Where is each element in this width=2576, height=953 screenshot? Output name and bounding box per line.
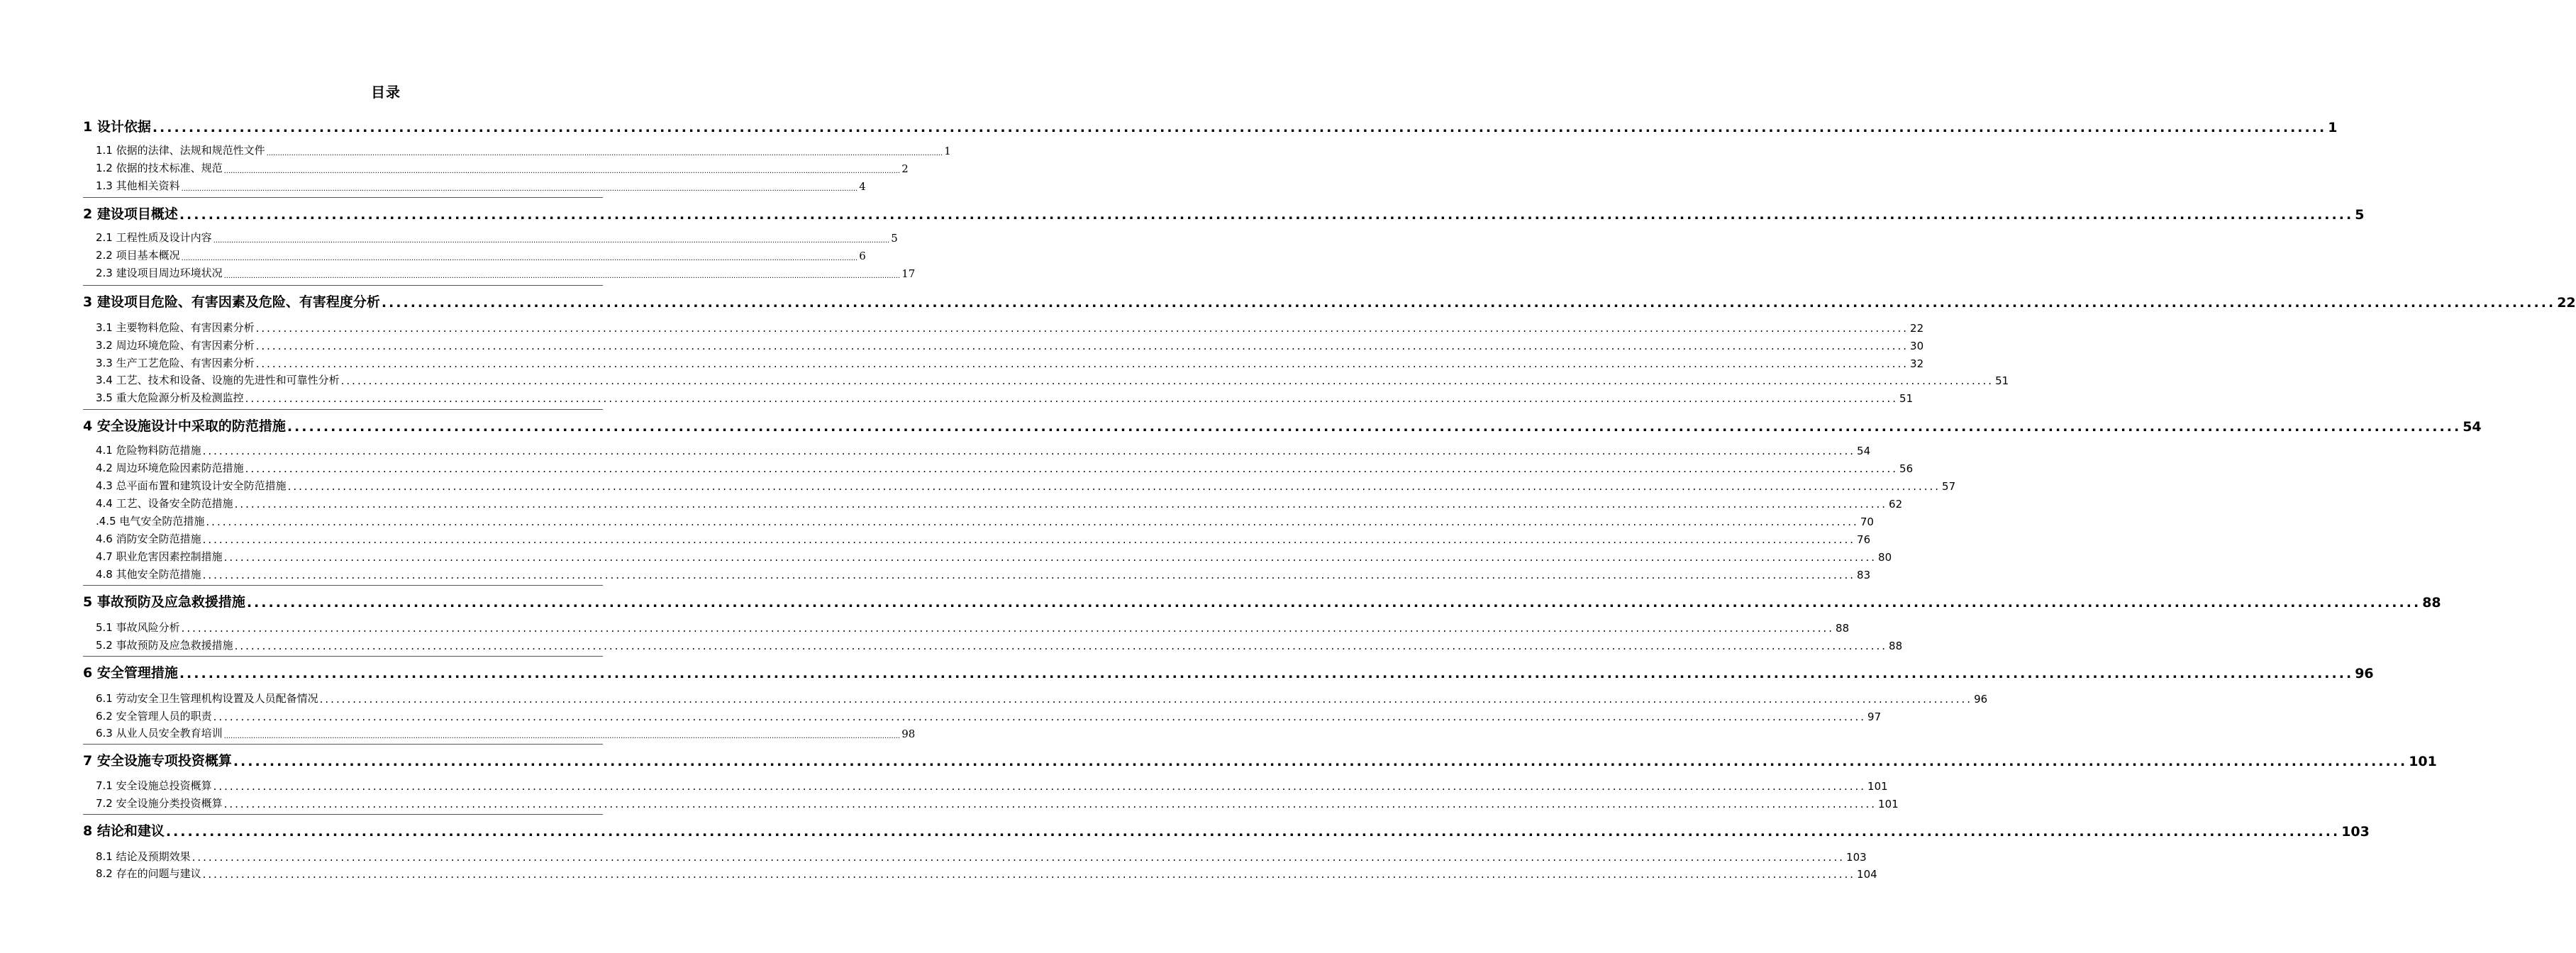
toc-entry-label: 2.1 工程性质及设计内容 xyxy=(96,231,212,244)
toc-entry-page-number: 62 xyxy=(1889,498,1903,511)
section-divider xyxy=(83,656,603,657)
toc-entry-page-number: 96 xyxy=(2355,666,2374,681)
toc-entry-page-number: 83 xyxy=(1857,569,1871,581)
section-divider xyxy=(83,814,603,815)
toc-leader-dots: ............................................................................................................................................................................................................................................................................................................ xyxy=(181,622,1835,635)
toc-section-entry[interactable] xyxy=(96,496,1903,511)
toc-leader-dots: ............................................................................................................................................................................................................................................................................................................ xyxy=(223,732,901,740)
toc-section-entry[interactable] xyxy=(96,620,1850,635)
toc-entry-label: 5.1 事故风险分析 xyxy=(96,621,180,634)
toc-leader-dots: ............................................................................................................................................................................................................................................................................................................ xyxy=(179,207,2354,223)
toc-section-entry[interactable] xyxy=(96,179,866,193)
toc-section-entry[interactable] xyxy=(96,479,1956,493)
toc-leader-dots: ............................................................................................................................................................................................................................................................................................................ xyxy=(234,498,1888,511)
toc-chapter-entry[interactable] xyxy=(83,821,2370,840)
toc-section-entry[interactable] xyxy=(96,356,1924,370)
toc-entry-page-number: 103 xyxy=(2341,824,2370,840)
toc-leader-dots: ............................................................................................................................................................................................................................................................................................................ xyxy=(340,374,1994,387)
toc-entry-page-number: 104 xyxy=(1857,868,1877,881)
toc-entry-page-number: 32 xyxy=(1910,357,1924,370)
toc-entry-label: 6 安全管理措施 xyxy=(83,665,178,681)
toc-entry-label: .4.5 电气安全防范措施 xyxy=(96,515,205,528)
toc-entry-label: 4.4 工艺、设备安全防范措施 xyxy=(96,497,233,510)
toc-entry-label: 4.6 消防安全防范措施 xyxy=(96,533,201,545)
toc-section-entry[interactable] xyxy=(96,161,909,175)
toc-section-entry[interactable] xyxy=(96,461,1914,475)
toc-entry-page-number: 2 xyxy=(901,162,909,175)
toc-entry-label: 6.3 从业人员安全教育培训 xyxy=(96,727,223,740)
toc-entry-page-number: 4 xyxy=(859,180,866,193)
toc-entry-page-number: 56 xyxy=(1899,462,1914,475)
toc-entry-label: 3 建设项目危险、有害因素及危险、有害程度分析 xyxy=(83,294,380,310)
toc-leader-dots: ............................................................................................................................................................................................................................................................................................................ xyxy=(255,340,1909,352)
toc-section-entry[interactable] xyxy=(96,866,1877,881)
toc-entry-label: 4.1 危险物料防范措施 xyxy=(96,444,201,457)
toc-section-entry[interactable] xyxy=(96,709,1882,723)
toc-entry-page-number: 22 xyxy=(1910,322,1924,335)
toc-entry-label: 5.2 事故预防及应急救援措施 xyxy=(96,639,233,652)
toc-leader-dots: ............................................................................................................................................................................................................................................................................................................ xyxy=(223,167,901,175)
toc-entry-label: 7 安全设施专项投资概算 xyxy=(83,753,232,769)
toc-leader-dots: ............................................................................................................................................................................................................................................................................................................ xyxy=(381,295,2556,311)
toc-entry-label: 3.3 生产工艺危险、有害因素分析 xyxy=(96,357,255,369)
toc-entry-page-number: 96 xyxy=(1974,693,1988,706)
toc-entry-page-number: 101 xyxy=(1878,798,1899,810)
toc-entry-page-number: 17 xyxy=(901,267,916,280)
section-divider xyxy=(83,744,603,745)
toc-leader-dots: ............................................................................................................................................................................................................................................................................................................ xyxy=(287,419,2462,435)
toc-section-entry[interactable] xyxy=(96,230,898,245)
toc-leader-dots: ............................................................................................................................................................................................................................................................................................................ xyxy=(181,185,858,193)
toc-chapter-entry[interactable] xyxy=(83,416,2482,435)
page-title: 目录 xyxy=(371,84,401,101)
toc-leader-dots: ............................................................................................................................................................................................................................................................................................................ xyxy=(213,710,1867,723)
toc-section-entry[interactable] xyxy=(96,638,1903,652)
toc-section-entry[interactable] xyxy=(96,849,1867,864)
toc-entry-page-number: 54 xyxy=(1857,445,1871,457)
toc-section-entry[interactable] xyxy=(96,796,1899,810)
toc-leader-dots: ............................................................................................................................................................................................................................................................................................................ xyxy=(223,551,1877,564)
section-divider xyxy=(83,409,603,410)
toc-leader-dots: ............................................................................................................................................................................................................................................................................................................ xyxy=(234,640,1888,652)
toc-leader-dots: ............................................................................................................................................................................................................................................................................................................ xyxy=(179,666,2354,681)
toc-section-entry[interactable] xyxy=(96,567,1871,581)
toc-entry-page-number: 1 xyxy=(2328,120,2338,135)
toc-section-entry[interactable] xyxy=(96,391,1914,405)
toc-leader-dots: ............................................................................................................................................................................................................................................................................................................ xyxy=(202,533,1856,546)
toc-section-entry[interactable] xyxy=(96,266,916,280)
toc-section-entry[interactable] xyxy=(96,550,1892,564)
toc-leader-dots: ............................................................................................................................................................................................................................................................................................................ xyxy=(246,595,2421,611)
toc-entry-page-number: 88 xyxy=(2422,595,2441,611)
toc-chapter-entry[interactable] xyxy=(83,592,2441,611)
toc-entry-label: 6.2 安全管理人员的职责 xyxy=(96,710,212,723)
toc-leader-dots: ............................................................................................................................................................................................................................................................................................................ xyxy=(245,462,1899,475)
toc-leader-dots: ............................................................................................................................................................................................................................................................................................................ xyxy=(152,120,2327,135)
toc-leader-dots: ............................................................................................................................................................................................................................................................................................................ xyxy=(255,322,1909,335)
toc-leader-dots: ............................................................................................................................................................................................................................................................................................................ xyxy=(266,150,943,157)
toc-chapter-entry[interactable] xyxy=(83,117,2338,135)
toc-entry-page-number: 5 xyxy=(891,232,898,245)
toc-section-entry[interactable] xyxy=(96,779,1888,793)
toc-chapter-entry[interactable] xyxy=(83,292,2576,311)
toc-entry-label: 4.7 职业危害因素控制措施 xyxy=(96,550,223,563)
toc-entry-page-number: 101 xyxy=(1867,780,1888,793)
toc-entry-label: 2 建设项目概述 xyxy=(83,206,178,222)
toc-leader-dots: ............................................................................................................................................................................................................................................................................................................ xyxy=(223,798,1877,810)
toc-leader-dots: ............................................................................................................................................................................................................................................................................................................ xyxy=(202,445,1856,457)
toc-entry-label: 1.1 依据的法律、法规和规范性文件 xyxy=(96,144,265,157)
toc-entry-label: 4 安全设施设计中采取的防范措施 xyxy=(83,418,286,434)
toc-section-entry[interactable] xyxy=(96,338,1924,352)
toc-leader-dots: ............................................................................................................................................................................................................................................................................................................ xyxy=(181,255,858,262)
toc-entry-label: 3.4 工艺、技术和设备、设施的先进性和可靠性分析 xyxy=(96,374,340,386)
toc-entry-label: 2.3 建设项目周边环境状况 xyxy=(96,267,223,279)
toc-section-entry[interactable] xyxy=(96,443,1871,457)
toc-leader-dots: ............................................................................................................................................................................................................................................................................................................ xyxy=(213,237,890,245)
toc-entry-label: 4.8 其他安全防范措施 xyxy=(96,568,201,581)
section-divider xyxy=(83,197,603,198)
toc-entry-page-number: 57 xyxy=(1942,480,1956,493)
toc-leader-dots: ............................................................................................................................................................................................................................................................................................................ xyxy=(245,392,1899,405)
toc-leader-dots: ............................................................................................................................................................................................................................................................................................................ xyxy=(319,693,1973,706)
toc-section-entry[interactable] xyxy=(96,143,951,157)
toc-entry-page-number: 76 xyxy=(1857,533,1871,546)
toc-entry-label: 3.1 主要物料危险、有害因素分析 xyxy=(96,321,255,334)
toc-entry-page-number: 1 xyxy=(944,145,951,157)
toc-section-entry[interactable] xyxy=(96,514,1874,528)
toc-leader-dots: ............................................................................................................................................................................................................................................................................................................ xyxy=(165,824,2341,840)
toc-section-entry[interactable] xyxy=(96,373,2009,387)
section-divider xyxy=(83,285,603,286)
toc-leader-dots: ............................................................................................................................................................................................................................................................................................................ xyxy=(202,569,1856,581)
toc-entry-page-number: 88 xyxy=(1889,640,1903,652)
toc-leader-dots: ............................................................................................................................................................................................................................................................................................................ xyxy=(223,272,901,280)
toc-entry-page-number: 6 xyxy=(859,250,866,262)
toc-entry-page-number: 101 xyxy=(2409,754,2437,769)
toc-entry-page-number: 51 xyxy=(1995,374,2009,387)
toc-entry-page-number: 5 xyxy=(2355,207,2365,223)
toc-leader-dots: ............................................................................................................................................................................................................................................................................................................ xyxy=(191,851,1845,864)
toc-entry-label: 7.1 安全设施总投资概算 xyxy=(96,779,212,792)
toc-entry-page-number: 80 xyxy=(1878,551,1892,564)
toc-entry-label: 1.2 依据的技术标准、规范 xyxy=(96,162,223,174)
toc-leader-dots: ............................................................................................................................................................................................................................................................................................................ xyxy=(255,357,1909,370)
toc-entry-page-number: 97 xyxy=(1867,710,1882,723)
toc-entry-label: 7.2 安全设施分类投资概算 xyxy=(96,797,223,810)
toc-chapter-entry[interactable] xyxy=(83,751,2437,769)
toc-entry-label: 8.2 存在的问题与建议 xyxy=(96,867,201,880)
toc-entry-label: 5 事故预防及应急救援措施 xyxy=(83,594,245,610)
toc-entry-page-number: 98 xyxy=(901,728,916,740)
toc-section-entry[interactable] xyxy=(96,691,1988,706)
toc-leader-dots: ............................................................................................................................................................................................................................................................................................................ xyxy=(213,780,1867,793)
toc-leader-dots: ............................................................................................................................................................................................................................................................................................................ xyxy=(202,868,1856,881)
toc-entry-page-number: 103 xyxy=(1846,851,1867,864)
toc-section-entry[interactable] xyxy=(96,248,866,262)
toc-entry-page-number: 70 xyxy=(1860,515,1874,528)
toc-entry-label: 3.5 重大危险源分析及检测监控 xyxy=(96,391,244,404)
toc-section-entry[interactable] xyxy=(96,321,1924,335)
toc-entry-page-number: 30 xyxy=(1910,340,1924,352)
toc-leader-dots: ............................................................................................................................................................................................................................................................................................................ xyxy=(287,480,1941,493)
toc-section-entry[interactable] xyxy=(96,532,1871,546)
toc-entry-label: 1.3 其他相关资料 xyxy=(96,179,180,192)
toc-entry-label: 2.2 项目基本概况 xyxy=(96,249,180,262)
toc-entry-label: 4.2 周边环境危险因素防范措施 xyxy=(96,462,244,474)
toc-entry-page-number: 51 xyxy=(1899,392,1914,405)
toc-entry-page-number: 88 xyxy=(1836,622,1850,635)
toc-entry-label: 8 结论和建议 xyxy=(83,823,165,839)
toc-entry-page-number: 54 xyxy=(2463,419,2482,435)
toc-leader-dots: ............................................................................................................................................................................................................................................................................................................ xyxy=(233,754,2408,769)
toc-chapter-entry[interactable] xyxy=(83,663,2374,681)
toc-section-entry[interactable] xyxy=(96,726,916,740)
toc-chapter-entry[interactable] xyxy=(83,204,2365,223)
toc-entry-label: 3.2 周边环境危险、有害因素分析 xyxy=(96,339,255,352)
toc-entry-label: 1 设计依据 xyxy=(83,119,151,135)
toc-entry-label: 4.3 总平面布置和建筑设计安全防范措施 xyxy=(96,479,287,492)
toc-entry-label: 6.1 劳动安全卫生管理机构设置及人员配备情况 xyxy=(96,692,318,705)
toc-leader-dots: ............................................................................................................................................................................................................................................................................................................ xyxy=(206,515,1859,528)
toc-entry-page-number: 22 xyxy=(2557,295,2576,311)
toc-entry-label: 8.1 结论及预期效果 xyxy=(96,850,191,863)
section-divider xyxy=(83,585,603,586)
